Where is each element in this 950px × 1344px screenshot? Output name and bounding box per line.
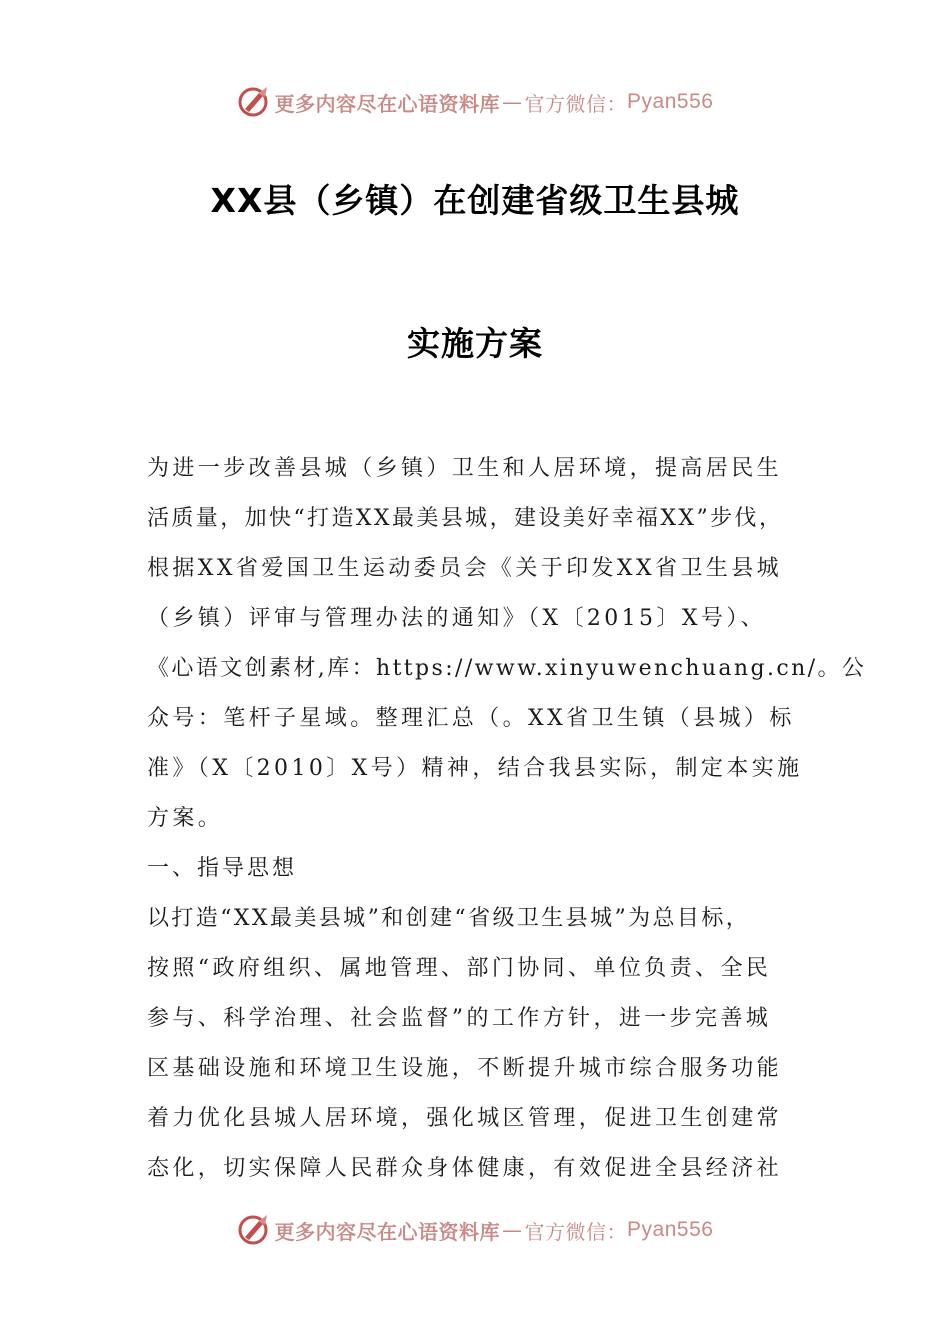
document-subtitle: 实施方案 bbox=[407, 324, 543, 363]
watermark-wechat-id: Pyan556 bbox=[627, 1218, 714, 1241]
body-line: 《心语文创素材,库：https://www.xinyuwenchuang.cn/。公 bbox=[147, 656, 867, 681]
watermark-label: 官方微信： bbox=[524, 1219, 628, 1244]
body-line: 区基础设施和环境卫生设施，不断提升城市综合服务功能 bbox=[147, 1056, 783, 1081]
watermark-header bbox=[0, 82, 950, 122]
body-line: 态化，切实保障人民群众身体健康，有效促进全县经济社 bbox=[147, 1156, 783, 1181]
document-body bbox=[147, 444, 867, 1194]
body-line: 以打造“XX最美县城”和创建“省级卫生县城”为总目标， bbox=[147, 906, 751, 931]
body-line: 为进一步改善县城（乡镇）卫生和人居环境，提高居民生 bbox=[147, 456, 783, 481]
section-heading: 一、指导思想 bbox=[147, 856, 298, 881]
quill-logo-icon bbox=[237, 1213, 271, 1247]
watermark-site-name: 更多内容尽在心语资料库 bbox=[274, 1219, 501, 1244]
watermark-separator: — bbox=[502, 90, 523, 114]
document-title: XX县（乡镇）在创建省级卫生县城 bbox=[210, 181, 740, 220]
body-line: 准》（X〔2010〕X号）精神，结合我县实际，制定本实施 bbox=[147, 756, 803, 781]
watermark-wechat-id: Pyan556 bbox=[627, 90, 714, 113]
watermark-label: 官方微信： bbox=[524, 91, 628, 116]
watermark-site-name: 更多内容尽在心语资料库 bbox=[274, 91, 501, 116]
body-line: 按照“政府组织、属地管理、部门协同、单位负责、全民 bbox=[147, 956, 772, 981]
body-line: 众号：笔杆子星域。整理汇总（。XX省卫生镇（县城）标 bbox=[147, 706, 795, 731]
watermark-separator: — bbox=[502, 1218, 523, 1242]
watermark-footer bbox=[0, 1210, 950, 1250]
body-line: 活质量，加快“打造XX最美县城，建设美好幸福XX”步伐， bbox=[147, 506, 784, 531]
quill-logo-icon bbox=[237, 85, 271, 119]
body-line: 方案。 bbox=[147, 806, 224, 831]
body-line: 着力优化县城人居环境，强化城区管理，促进卫生创建常 bbox=[147, 1106, 783, 1131]
body-line: 参与、科学治理、社会监督”的工作方针，进一步完善城 bbox=[147, 1006, 772, 1031]
body-line: （乡镇）评审与管理办法的通知》（X〔2015〕X号）、 bbox=[147, 606, 767, 631]
body-line: 根据XX省爱国卫生运动委员会《关于印发XX省卫生县城 bbox=[147, 556, 783, 581]
